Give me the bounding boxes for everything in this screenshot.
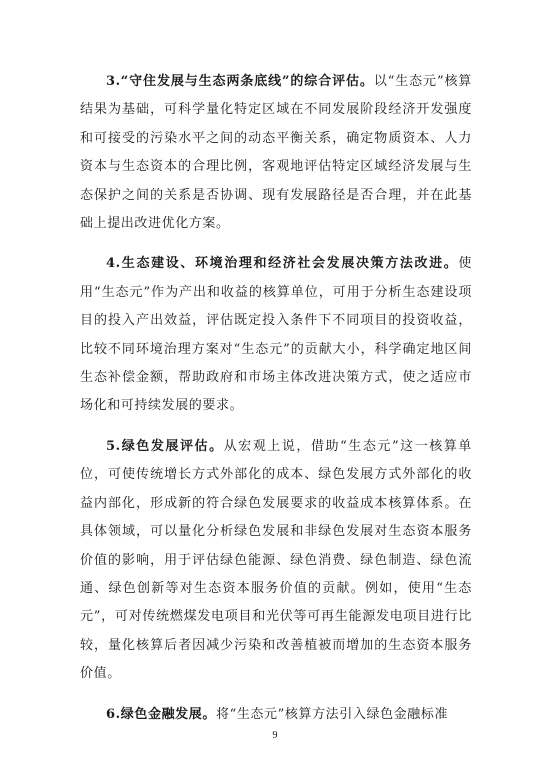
paragraph-3-heading: 3.“守住发展与生态两条底线”的综合评估。: [106, 74, 374, 89]
paragraph-5-heading: 5.绿色发展评估。: [106, 438, 224, 454]
paragraph-4-heading: 4.生态建设、环境治理和经济社会发展决策方法改进。: [106, 256, 459, 272]
paragraph-6-body: 将“生态元”核算方法引入绿色金融标准: [215, 706, 449, 722]
paragraph-6-heading: 6.绿色金融发展。: [106, 706, 216, 722]
paragraph-5: [80, 433, 472, 689]
page-number: 9: [272, 730, 278, 741]
paragraph-3: [80, 68, 472, 238]
paragraph-4-body: 使用“生态元”作为产出和收益的核算单位，可用于分析生态建设项目的投入产出效益，评估既定投入条件下不同项目的投资收益，比较不同环境治理方案对“生态元”的贡献大小，科学确定地区间生态补偿金额，帮助政府和市场主体改进决策方式，使之适应市场化和可持续发展的要求。: [80, 256, 472, 414]
paragraph-6: [80, 701, 472, 729]
paragraph-3-body: 以“生态元”核算结果为基础，可科学量化特定区域在不同发展阶段经济开发强度和可接受的污染水平之间的动态平衡关系，确定物质资本、人力资本与生态资本的合理比例，客观地评估特定区域经济发展与生态保护之间的关系是否协调、现有发展路径是否合理，并在此基础上提出改进优化方案。: [80, 74, 472, 232]
paragraph-5-body: 从宏观上说，借助“生态元”这一核算单位，可使传统增长方式外部化的成本、绿色发展方式外部化的收益内部化，形成新的符合绿色发展要求的收益成本核算体系。在具体领域，可以量化分析绿色发展和非绿色发展对生态资本服务价值的影响，用于评估绿色能源、绿色消费、绿色制造、绿色流通、绿色创新等对生态资本服务价值的贡献。例如，使用“生态元”，可对传统燃煤发电项目和光伏等可再生能源发电项目进行比较，量化核算后者因减少污染和改善植被而增加的生态资本服务价值。: [80, 438, 472, 682]
paragraph-4: [80, 250, 472, 420]
